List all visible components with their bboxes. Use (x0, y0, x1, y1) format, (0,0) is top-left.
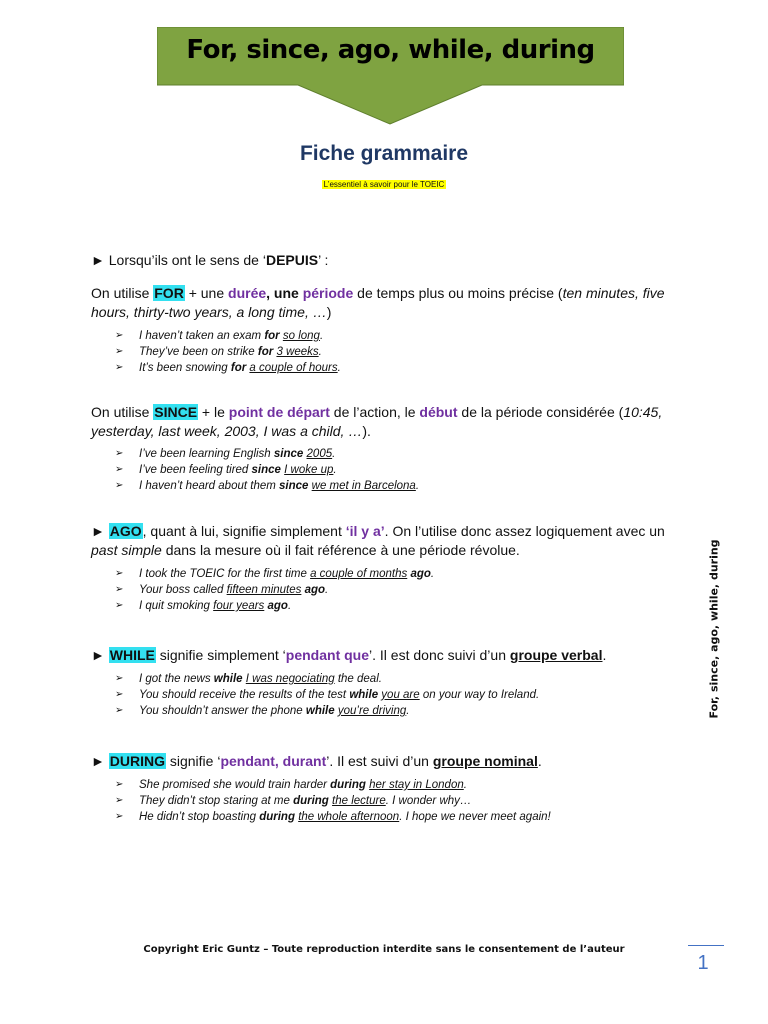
text: , quant à lui, signifie simplement (142, 523, 346, 539)
side-vertical-label (698, 539, 721, 720)
text: signifie simplement ‘ (155, 647, 286, 663)
text: signifie ‘ (165, 753, 221, 769)
page-title: Fiche grammaire (299, 142, 469, 165)
intro-text-end: ’ : (318, 252, 329, 268)
list-item: ➢ She promised she would train harder during her stay in London. (115, 779, 467, 791)
bullet-arrow-icon: ➢ (115, 448, 124, 459)
debut-term: début (419, 404, 458, 420)
during-paragraph (91, 752, 691, 771)
pendant-que-term: pendant que (285, 647, 370, 663)
list-item: ➢ I took the TOEIC for the first time a couple of months ago. (115, 568, 435, 580)
bullet-arrow-icon: ➢ (115, 346, 124, 357)
past-simple-term: past simple (91, 542, 162, 558)
side-label-text: For, since, ago, while, during (707, 539, 721, 719)
page-number: 1 (697, 952, 709, 974)
intro-line (91, 251, 691, 270)
list-item: ➢ You shouldn’t answer the phone while you’re driving. (115, 705, 410, 717)
ago-example-list (115, 566, 434, 614)
list-item: ➢ I got the news while I was negociating the deal. (115, 673, 382, 685)
since-paragraph (91, 403, 691, 441)
text: ’. Il est donc suivi d’un (369, 647, 510, 663)
since-examples-inline: 10:45, yesterday, last week, 2003, I was a child, … (91, 404, 663, 439)
duree-term: durée (228, 285, 267, 301)
pendant-durant-term: pendant, durant (220, 753, 327, 769)
bullet-arrow-icon: ➢ (115, 811, 124, 822)
text: ) (326, 304, 332, 320)
list-item: ➢ I haven’t taken an exam for so long. (115, 330, 324, 342)
bullet-arrow-icon: ➢ (115, 330, 124, 341)
text: de la période considérée ( (457, 404, 624, 420)
during-example-list (115, 777, 551, 825)
for-keyword: FOR (154, 285, 184, 301)
bullet-arrow-icon: ➢ (115, 779, 124, 790)
text: . (602, 647, 607, 663)
copyright-footer: Copyright Eric Guntz – Toute reproduction interdite sans le consentement de l’auteur (143, 944, 625, 955)
bullet-arrow-icon: ➢ (115, 464, 124, 475)
list-item: ➢ Your boss called fifteen minutes ago. (115, 584, 329, 596)
list-item: ➢ They didn’t stop staring at me during the lecture. I wonder why… (115, 795, 472, 807)
text: ). (362, 423, 371, 439)
section-arrow: ► (91, 523, 109, 539)
text: On utilise (91, 285, 154, 301)
during-keyword: DURING (109, 753, 165, 769)
periode-term: période (302, 285, 354, 301)
for-examples-inline: ten minutes, five hours, thirty-two years, a long time, … (91, 285, 665, 320)
section-arrow: ► (91, 647, 109, 663)
banner-title: For, since, ago, while, during (186, 35, 595, 65)
text: + une (184, 285, 229, 301)
while-paragraph (91, 646, 691, 665)
list-item: ➢ I’ve been feeling tired since I woke up. (115, 464, 337, 476)
text: de temps plus ou moins précise ( (353, 285, 563, 301)
groupe-verbal-term: groupe verbal (509, 647, 603, 663)
list-item: ➢ You should receive the results of the test while you are on your way to Ireland. (115, 689, 540, 701)
text: ’. Il est suivi d’un (326, 753, 433, 769)
for-paragraph (91, 284, 691, 322)
while-keyword: WHILE (109, 647, 155, 663)
section-arrow: ► (91, 753, 109, 769)
bullet-arrow-icon: ➢ (115, 362, 124, 373)
bullet-arrow-icon: ➢ (115, 480, 124, 491)
title-banner (157, 27, 624, 125)
point-de-depart-term: point de départ (228, 404, 330, 420)
text: . (537, 753, 542, 769)
bullet-arrow-icon: ➢ (115, 673, 124, 684)
list-item: ➢ He didn’t stop boasting during the whole afternoon. I hope we never meet again! (115, 811, 551, 823)
list-item: ➢ They’ve been on strike for 3 weeks. (115, 346, 322, 358)
text: de l’action, le (329, 404, 420, 420)
text: , une (266, 285, 303, 301)
text: . On l’utilise donc assez logiquement avec un (384, 523, 665, 539)
list-item: ➢ I haven’t heard about them since we met in Barcelona. (115, 480, 420, 492)
text: + le (198, 404, 229, 420)
bullet-arrow-icon: ➢ (115, 689, 124, 700)
list-item: ➢ I quit smoking four years ago. (115, 600, 292, 612)
intro-text: ► Lorsqu’ils ont le sens de ‘ (91, 252, 266, 268)
il-y-a-term: ‘il y a’ (345, 523, 385, 539)
page-number-rule (688, 945, 724, 946)
for-example-list (115, 328, 341, 376)
since-example-list (115, 446, 419, 494)
since-keyword: SINCE (154, 404, 198, 420)
list-item: ➢ I’ve been learning English since 2005. (115, 448, 336, 460)
bullet-arrow-icon: ➢ (115, 600, 124, 611)
groupe-nominal-term: groupe nominal (432, 753, 538, 769)
subtitle-highlight: L’essentiel à savoir pour le TOEIC (323, 180, 445, 189)
bullet-arrow-icon: ➢ (115, 584, 124, 595)
bullet-arrow-icon: ➢ (115, 795, 124, 806)
bullet-arrow-icon: ➢ (115, 705, 124, 716)
while-example-list (115, 671, 539, 719)
intro-keyword: DEPUIS (265, 252, 319, 268)
text: On utilise (91, 404, 154, 420)
ago-paragraph (91, 522, 691, 560)
bullet-arrow-icon: ➢ (115, 568, 124, 579)
text: dans la mesure où il fait référence à une période révolue. (161, 542, 520, 558)
list-item: ➢ It’s been snowing for a couple of hours. (115, 362, 341, 374)
ago-keyword: AGO (109, 523, 142, 539)
page-subtitle (0, 180, 768, 189)
